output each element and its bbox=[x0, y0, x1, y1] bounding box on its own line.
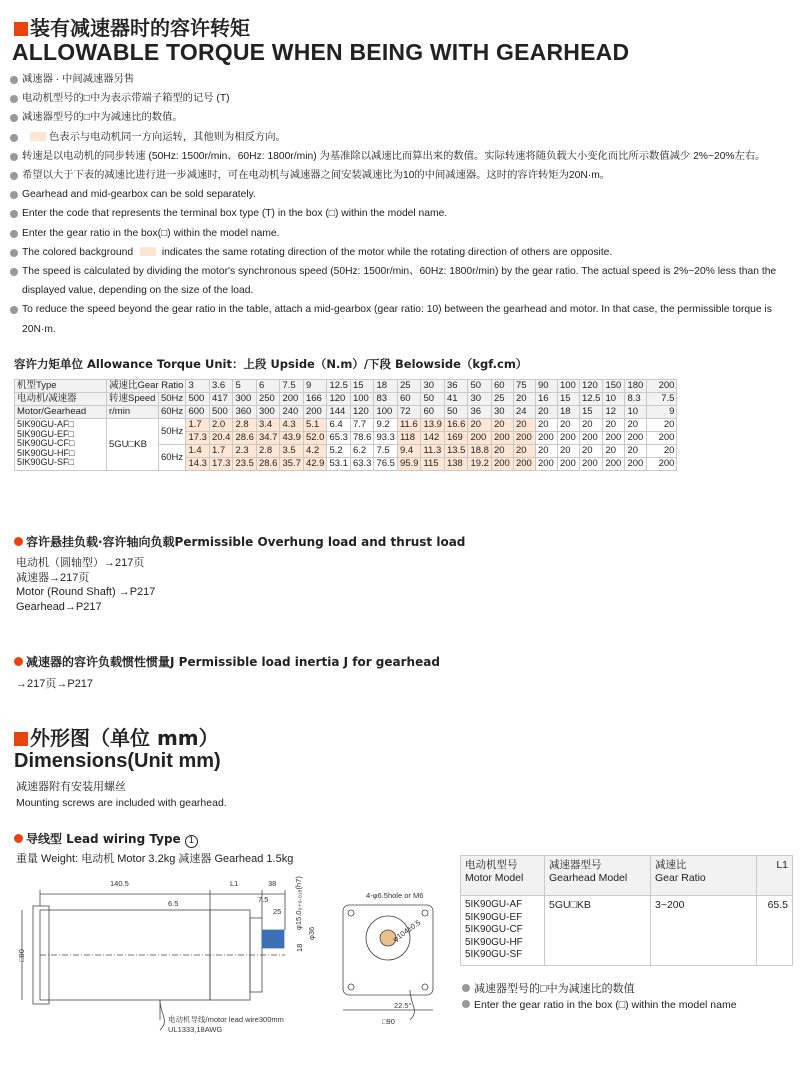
gearhead-cell: 5GU□KB bbox=[545, 896, 651, 966]
table-cell: 200 bbox=[280, 393, 304, 406]
table-cell: 76.5 bbox=[374, 458, 398, 471]
table-row bbox=[15, 419, 677, 432]
table-cell: 20 bbox=[647, 419, 677, 432]
holes-label: 4-φ6.5hole or M6 bbox=[366, 891, 424, 900]
note-item: The colored background indicates the same rotating direction of the motor while the rotating direction of others are opposite. bbox=[8, 243, 794, 262]
dim-square-90: □90 bbox=[17, 949, 26, 962]
table-cell: 20 bbox=[625, 419, 647, 432]
table-cell: 4.2 bbox=[303, 445, 327, 458]
table-cell: 142 bbox=[421, 432, 445, 445]
table-cell: 1.7 bbox=[209, 445, 233, 458]
front-square bbox=[343, 905, 433, 995]
note-item: To reduce the speed beyond the gear ratio in the table, attach a mid-gearbox (gear ratio: 10) between the gearhead and motor. In that case, the permissible torque is 20N·m. bbox=[8, 300, 794, 338]
table-cell: 417 bbox=[209, 393, 233, 406]
table-cell: 120 bbox=[327, 393, 351, 406]
table-cell: 200 bbox=[603, 458, 625, 471]
table-cell: 20 bbox=[557, 419, 579, 432]
hz-cell: 60Hz bbox=[158, 406, 185, 419]
table-cell: 42.9 bbox=[303, 458, 327, 471]
table-cell: 15 bbox=[579, 406, 603, 419]
dim-phi15: φ15.0₀₊₀.₀₁₈(h7) bbox=[294, 876, 303, 930]
table-cell: 3.6 bbox=[209, 380, 233, 393]
red-bullet-icon bbox=[14, 834, 23, 843]
note-item: The speed is calculated by dividing the motor's synchronous speed (50Hz: 1500r/min、60Hz: 1800r/min) by the gear ratio. The actual speed is 2%~20% less than the displayed value, depending on the size of the load. bbox=[8, 262, 794, 300]
dim-18: 18 bbox=[295, 943, 304, 952]
table-cell: 120 bbox=[350, 406, 374, 419]
table-cell: 28.6 bbox=[256, 458, 280, 471]
dim-25: 25 bbox=[273, 907, 282, 916]
bullet-icon bbox=[10, 230, 18, 238]
bullet-icon bbox=[10, 134, 18, 142]
speed-header-cell: 转速Speed bbox=[107, 393, 159, 406]
gearhead-cell: 5GU□KB bbox=[107, 419, 159, 471]
table-cell: 20 bbox=[647, 445, 677, 458]
table-cell: 20 bbox=[557, 445, 579, 458]
dimensions-title-cn: 外形图（单位 mm） bbox=[14, 722, 219, 751]
table-cell: 1.4 bbox=[186, 445, 210, 458]
table-cell: 17.3 bbox=[209, 458, 233, 471]
table-cell: 35.7 bbox=[280, 458, 304, 471]
circled-number: 1 bbox=[185, 835, 198, 848]
table-row bbox=[461, 896, 793, 966]
table-cell: 25 bbox=[397, 380, 421, 393]
table-cell: 200 bbox=[625, 432, 647, 445]
mount-hole bbox=[422, 984, 428, 990]
table-row bbox=[15, 393, 677, 406]
table-cell: 118 bbox=[397, 432, 421, 445]
color-swatch bbox=[30, 132, 46, 141]
table-cell: 30 bbox=[468, 393, 492, 406]
table-cell: 6.4 bbox=[327, 419, 351, 432]
note-item: 减速器型号的□中为减速比的数值。 bbox=[8, 108, 794, 127]
table-cell: 200 bbox=[303, 406, 327, 419]
motor-list-cell: 5IK90GU-AF 5IK90GU-EF 5IK90GU-CF 5IK90GU-HF 5IK90GU-SF bbox=[461, 896, 545, 966]
table-cell: 12.5 bbox=[579, 393, 603, 406]
inertia-line: →217页→P217 bbox=[16, 678, 94, 690]
model-table bbox=[460, 855, 793, 966]
lead-wire-curve bbox=[160, 1000, 164, 1030]
table-cell: 12.5 bbox=[327, 380, 351, 393]
bullet-icon bbox=[10, 306, 18, 314]
table-cell: 180 bbox=[625, 380, 647, 393]
table-cell: 5.1 bbox=[303, 419, 327, 432]
note-item: 转速是以电动机的同步转速 (50Hz: 1500r/min、60Hz: 1800r/min) 为基准除以减速比而算出来的数值。实际转速将随负载大小变化而比所示数值减少 2%~20%左右。 bbox=[8, 147, 794, 166]
table-cell: 20 bbox=[535, 406, 557, 419]
table-cell: 20 bbox=[603, 445, 625, 458]
table-cell: 7.5 bbox=[374, 445, 398, 458]
table-cell: 200 bbox=[513, 432, 535, 445]
table-cell: 200 bbox=[647, 458, 677, 471]
table-cell: 20 bbox=[513, 445, 535, 458]
table-cell: 63.3 bbox=[350, 458, 374, 471]
table-cell: 36 bbox=[444, 380, 468, 393]
table-cell: 2.3 bbox=[233, 445, 257, 458]
speed-unit-cell: r/min bbox=[107, 406, 159, 419]
table-cell: 100 bbox=[350, 393, 374, 406]
gearhead-header: 减速器型号 Gearhead Model bbox=[545, 856, 651, 896]
table-cell: 200 bbox=[579, 432, 603, 445]
note-item: Enter the gear ratio in the box(□) within the model name. bbox=[8, 224, 794, 243]
table-cell: 20 bbox=[513, 419, 535, 432]
table-cell: 30 bbox=[421, 380, 445, 393]
table-cell: 8.3 bbox=[625, 393, 647, 406]
table-cell: 3.4 bbox=[256, 419, 280, 432]
mounting-note-en: Mounting screws are included with gearhead. bbox=[16, 797, 227, 809]
notes-list bbox=[8, 70, 794, 339]
model-header-cell: 机型Type bbox=[15, 380, 107, 393]
table-cell: 500 bbox=[209, 406, 233, 419]
wire-spec: UL1333,18AWG bbox=[168, 1025, 223, 1034]
mount-hole bbox=[348, 984, 354, 990]
table-cell: 18 bbox=[374, 380, 398, 393]
model-header-sub: Motor/Gearhead bbox=[15, 406, 107, 419]
table-cell: 13.9 bbox=[421, 419, 445, 432]
page-title-cn: 装有减速器时的容许转矩 bbox=[14, 12, 250, 41]
table-cell: 36 bbox=[468, 406, 492, 419]
table-cell: 7.7 bbox=[350, 419, 374, 432]
table-cell: 60 bbox=[421, 406, 445, 419]
angle-label: 22.5° bbox=[394, 1001, 412, 1010]
table-cell: 240 bbox=[280, 406, 304, 419]
table-cell: 50 bbox=[421, 393, 445, 406]
table-cell: 20 bbox=[603, 419, 625, 432]
table-cell: 12 bbox=[603, 406, 625, 419]
mounting-note-cn: 减速器附有安装用螺丝 bbox=[16, 781, 126, 793]
table-cell: 200 bbox=[579, 458, 603, 471]
table-cell: 200 bbox=[491, 458, 513, 471]
overhung-lines: 电动机（圆轴型）→217页 减速器→217页 Motor (Round Shaft) →P217 Gearhead→P217 bbox=[16, 557, 156, 613]
model-note-cn: 减速器型号的□中为减速比的数值 bbox=[462, 982, 635, 997]
l1-cell: 65.5 bbox=[757, 896, 793, 966]
table-cell: 200 bbox=[647, 380, 677, 393]
table-row bbox=[15, 380, 677, 393]
table-cell: 60 bbox=[397, 393, 421, 406]
bullet-icon bbox=[10, 114, 18, 122]
table-cell: 200 bbox=[535, 458, 557, 471]
dim-140: 140.5 bbox=[110, 879, 129, 888]
inertia-title: 减速器的容许负载惯性惯量J Permissible load inertia J for gearhead bbox=[14, 653, 440, 670]
table-cell: 360 bbox=[233, 406, 257, 419]
mount-hole bbox=[348, 910, 354, 916]
table-cell: 1.7 bbox=[186, 419, 210, 432]
table-cell: 23.5 bbox=[233, 458, 257, 471]
motor-side-view bbox=[22, 890, 285, 1030]
dim-7-5: 7.5 bbox=[258, 895, 269, 904]
table-cell: 11.6 bbox=[397, 419, 421, 432]
note-item: Enter the code that represents the terminal box type (T) in the box (□) within the model name. bbox=[8, 204, 794, 223]
table-cell: 200 bbox=[647, 432, 677, 445]
table-cell: 20 bbox=[468, 419, 492, 432]
dim-38: 38 bbox=[268, 879, 277, 888]
table-cell: 65.3 bbox=[327, 432, 351, 445]
lead-type-title: 导线型 Lead wiring Type 1 bbox=[14, 830, 198, 848]
table-cell: 24 bbox=[513, 406, 535, 419]
table-cell: 200 bbox=[491, 432, 513, 445]
table-cell: 5.2 bbox=[327, 445, 351, 458]
table-cell: 20 bbox=[491, 445, 513, 458]
table-cell: 200 bbox=[557, 458, 579, 471]
bullet-icon bbox=[462, 984, 470, 992]
bullet-icon bbox=[10, 172, 18, 180]
overhung-title: 容许悬挂负载·容许轴向负载Permissible Overhung load and thrust load bbox=[14, 533, 465, 550]
table-cell: 3 bbox=[186, 380, 210, 393]
table-cell: 9 bbox=[303, 380, 327, 393]
table-cell: 18 bbox=[557, 406, 579, 419]
mount-hole bbox=[422, 910, 428, 916]
table-cell: 169 bbox=[444, 432, 468, 445]
table-cell: 34.7 bbox=[256, 432, 280, 445]
table-cell: 166 bbox=[303, 393, 327, 406]
table-cell: 115 bbox=[421, 458, 445, 471]
dimensions-title-en: Dimensions(Unit mm) bbox=[14, 750, 221, 772]
table-cell: 41 bbox=[444, 393, 468, 406]
bullet-icon bbox=[462, 1000, 470, 1008]
table-cell: 19.2 bbox=[468, 458, 492, 471]
table-cell: 600 bbox=[186, 406, 210, 419]
front-square-label: □90 bbox=[382, 1017, 395, 1026]
output-shaft bbox=[262, 930, 284, 948]
table-cell: 25 bbox=[491, 393, 513, 406]
hz-cell: 60Hz bbox=[158, 445, 185, 471]
table-cell: 138 bbox=[444, 458, 468, 471]
ratio-cell: 3~200 bbox=[651, 896, 757, 966]
table-cell: 9.2 bbox=[374, 419, 398, 432]
hz-cell: 50Hz bbox=[158, 419, 185, 445]
red-bullet-icon bbox=[14, 537, 23, 546]
table-cell: 2.8 bbox=[233, 419, 257, 432]
table-cell: 95.9 bbox=[397, 458, 421, 471]
table-cell: 150 bbox=[603, 380, 625, 393]
bullet-icon bbox=[10, 95, 18, 103]
table-cell: 83 bbox=[374, 393, 398, 406]
table-cell: 14.3 bbox=[186, 458, 210, 471]
table-cell: 9.4 bbox=[397, 445, 421, 458]
note-item: 减速器 · 中间减速器另售 bbox=[8, 70, 794, 89]
table-cell: 75 bbox=[513, 380, 535, 393]
square-bullet-icon bbox=[14, 22, 28, 36]
table-cell: 10 bbox=[625, 406, 647, 419]
model-header-sub: 电动机/减速器 bbox=[15, 393, 107, 406]
model-note-en: Enter the gear ratio in the box (□) within the model name bbox=[462, 998, 737, 1013]
table-cell: 53.1 bbox=[327, 458, 351, 471]
table-cell: 13.5 bbox=[444, 445, 468, 458]
table-cell: 15 bbox=[557, 393, 579, 406]
red-bullet-icon bbox=[14, 657, 23, 666]
bullet-icon bbox=[10, 210, 18, 218]
table-cell: 50 bbox=[468, 380, 492, 393]
table-cell: 16 bbox=[535, 393, 557, 406]
note-item: Gearhead and mid-gearbox can be sold separately. bbox=[8, 185, 794, 204]
bullet-icon bbox=[10, 249, 18, 257]
table-cell: 30 bbox=[491, 406, 513, 419]
motor-header: 电动机型号 Motor Model bbox=[461, 856, 545, 896]
table-cell: 250 bbox=[256, 393, 280, 406]
page-title-en: ALLOWABLE TORQUE WHEN BEING WITH GEARHEAD bbox=[12, 39, 630, 65]
ratio-header-cell: 减速比Gear Ratio bbox=[107, 380, 186, 393]
table-cell: 20.4 bbox=[209, 432, 233, 445]
table-cell: 16.6 bbox=[444, 419, 468, 432]
wire-label: 电动机导线/motor lead wire300mm bbox=[168, 1015, 284, 1024]
table-row bbox=[461, 856, 793, 896]
note-item: 色表示与电动机同一方向运转，其他则为相反方向。 bbox=[8, 128, 794, 147]
table-cell: 18.8 bbox=[468, 445, 492, 458]
bullet-icon bbox=[10, 191, 18, 199]
bullet-icon bbox=[10, 268, 18, 276]
table-cell: 20 bbox=[579, 419, 603, 432]
table-cell: 28.6 bbox=[233, 432, 257, 445]
bullet-icon bbox=[10, 76, 18, 84]
table-cell: 4.3 bbox=[280, 419, 304, 432]
color-swatch bbox=[140, 247, 156, 256]
table-cell: 7.5 bbox=[280, 380, 304, 393]
table-cell: 50 bbox=[444, 406, 468, 419]
table-cell: 20 bbox=[625, 445, 647, 458]
pcd-label: φ104±0.5 bbox=[390, 917, 423, 944]
table-cell: 200 bbox=[625, 458, 647, 471]
hz-cell: 50Hz bbox=[158, 393, 185, 406]
table-cell: 200 bbox=[513, 458, 535, 471]
torque-table bbox=[14, 379, 677, 471]
l1-header: L1 bbox=[757, 856, 793, 896]
table-cell: 93.3 bbox=[374, 432, 398, 445]
dim-phi36: φ36 bbox=[307, 926, 316, 940]
table-cell: 200 bbox=[468, 432, 492, 445]
weight-line: 重量 Weight: 电动机 Motor 3.2kg 减速器 Gearhead 1.5kg bbox=[16, 853, 294, 865]
bullet-icon bbox=[10, 153, 18, 161]
table-cell: 78.6 bbox=[350, 432, 374, 445]
table-cell: 5 bbox=[233, 380, 257, 393]
table-cell: 20 bbox=[491, 419, 513, 432]
table-cell: 60 bbox=[491, 380, 513, 393]
table-cell: 200 bbox=[603, 432, 625, 445]
table-cell: 43.9 bbox=[280, 432, 304, 445]
table-cell: 15 bbox=[350, 380, 374, 393]
table-row bbox=[15, 406, 677, 419]
table-cell: 200 bbox=[535, 432, 557, 445]
ratio-header: 减速比 Gear Ratio bbox=[651, 856, 757, 896]
table-cell: 20 bbox=[535, 445, 557, 458]
table-cell: 20 bbox=[535, 419, 557, 432]
table-cell: 90 bbox=[535, 380, 557, 393]
table-cell: 6.2 bbox=[350, 445, 374, 458]
table-cell: 300 bbox=[233, 393, 257, 406]
dimension-drawing bbox=[10, 870, 460, 1070]
table-cell: 500 bbox=[186, 393, 210, 406]
table-cell: 200 bbox=[557, 432, 579, 445]
table-cell: 9 bbox=[647, 406, 677, 419]
note-item: 希望以大于下表的减速比进行进一步减速时，可在电动机与减速器之间安装减速比为10的中间减速器。这时的容许转矩为20N·m。 bbox=[8, 166, 794, 185]
dim-L1: L1 bbox=[230, 879, 239, 888]
table-cell: 100 bbox=[374, 406, 398, 419]
table-cell: 7.5 bbox=[647, 393, 677, 406]
table-cell: 120 bbox=[579, 380, 603, 393]
table-cell: 11.3 bbox=[421, 445, 445, 458]
note-item: 电动机型号的□中为表示带端子箱型的记号 (T) bbox=[8, 89, 794, 108]
table-cell: 72 bbox=[397, 406, 421, 419]
table-cell: 20 bbox=[513, 393, 535, 406]
table-cell: 52.0 bbox=[303, 432, 327, 445]
table-cell: 17.3 bbox=[186, 432, 210, 445]
table-cell: 20 bbox=[579, 445, 603, 458]
table-cell: 300 bbox=[256, 406, 280, 419]
table-cell: 2.0 bbox=[209, 419, 233, 432]
square-bullet-icon bbox=[14, 732, 28, 746]
model-list-cell: 5IK90GU-AF□ 5IK90GU-EF□ 5IK90GU-CF□ 5IK90GU-HF□ 5IK90GU-SF□ bbox=[15, 419, 107, 471]
table-cell: 6 bbox=[256, 380, 280, 393]
table-cell: 2.8 bbox=[256, 445, 280, 458]
dim-6-5: 6.5 bbox=[168, 899, 179, 908]
table-cell: 100 bbox=[557, 380, 579, 393]
table-cell: 144 bbox=[327, 406, 351, 419]
table-cell: 3.5 bbox=[280, 445, 304, 458]
table-cell: 10 bbox=[603, 393, 625, 406]
torque-unit-title: 容许力矩单位 Allowance Torque Unit：上段 Upside（N.m）/下段 Belowside（kgf.cm） bbox=[14, 357, 528, 371]
